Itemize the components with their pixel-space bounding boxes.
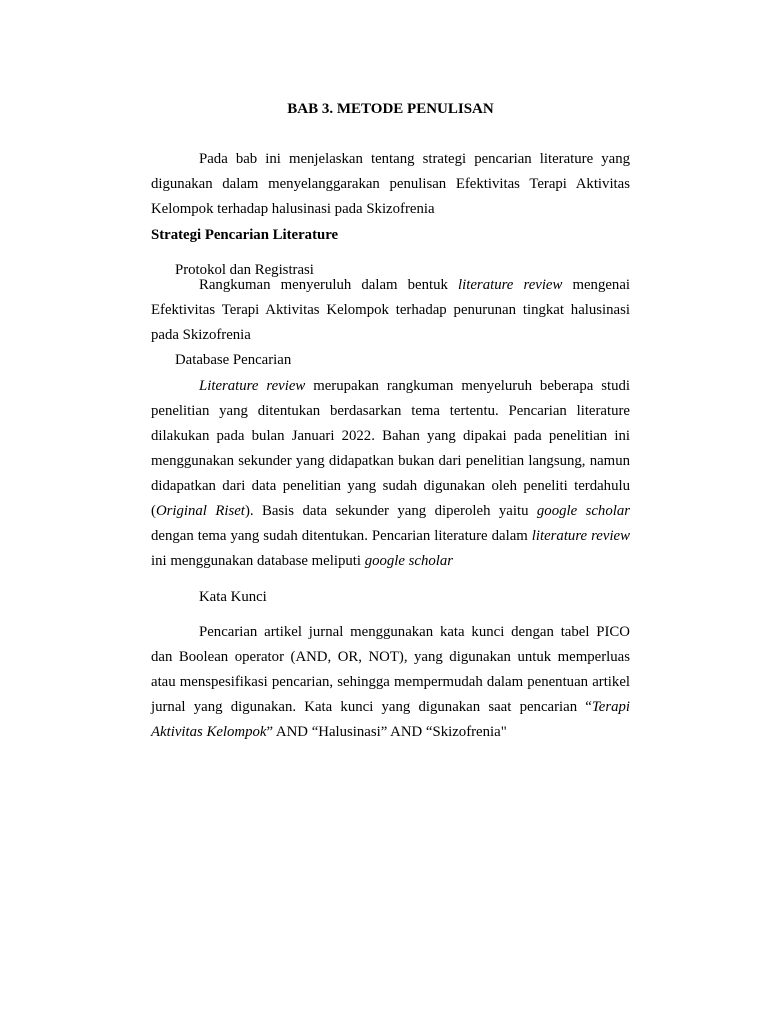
- intro-block: [151, 147, 630, 222]
- database-heading: Database Pencarian: [175, 352, 292, 368]
- chapter-title: BAB 3. METODE PENULISAN: [287, 101, 494, 117]
- database-em-literature-review-2: literature review: [531, 528, 630, 544]
- kata-kunci-heading: Kata Kunci: [199, 589, 267, 605]
- protokol-text-1: Rangkuman menyeruluh dalam bentuk: [199, 277, 459, 293]
- protokol-heading: Protokol dan Registrasi: [175, 262, 314, 278]
- kata-kunci-paragraph: [151, 620, 630, 745]
- protokol-paragraph: [151, 273, 630, 348]
- database-paragraph: [151, 374, 630, 574]
- intro-paragraph: Pada bab ini menjelaskan tentang strategi pencarian literature yang digunakan dalam menyelanggarakan penulisan Efektivitas Terapi Aktivitas Kelompok terhadap halusinasi pada Skizofrenia: [151, 151, 630, 217]
- protokol-block: [151, 273, 630, 348]
- section-heading: Strategi Pencarian Literature: [151, 227, 339, 243]
- database-block: [151, 374, 630, 574]
- database-em-original-riset: Original Riset: [155, 503, 245, 519]
- kata-kunci-block: [151, 620, 630, 745]
- database-text-2: ). Basis data sekunder yang diperoleh yaitu: [244, 503, 537, 519]
- kata-kunci-text-2: ” AND “Halusinasi” AND “Skizofrenia": [266, 724, 507, 740]
- database-text-4: ini menggunakan database meliputi: [151, 553, 365, 569]
- kata-kunci-text-1: Pencarian artikel jurnal menggunakan kata kunci dengan tabel PICO dan Boolean operator (AND, OR, NOT), yang digunakan untuk memperluas atau menspesifikasi pencarian, sehingga mempermudah dalam penentuan artikel jurnal yang digunakan. Kata kunci yang digunakan saat pencarian “: [151, 624, 630, 715]
- database-text-3: dengan tema yang sudah ditentukan. Pencarian literature dalam: [151, 528, 532, 544]
- kata-kunci-em-terapi: Terapi Aktivitas Kelompok: [151, 699, 630, 740]
- protokol-text-2: mengenai Efektivitas Terapi Aktivitas Kelompok terhadap penurunan tingkat halusinasi pada Skizofrenia: [151, 277, 630, 343]
- database-text-1: merupakan rangkuman menyeluruh beberapa studi penelitian yang ditentukan berdasarkan tema tertentu. Pencarian literature dilakukan pada bulan Januari 2022. Bahan yang dipakai pada penelitian ini menggunakan sekunder yang didapatkan bukan dari penelitian langsung, namun didapatkan dari data penelitian yang sudah digunakan oleh peneliti terdahulu (: [151, 378, 631, 519]
- database-em-literature-review: Literature review: [199, 378, 306, 394]
- database-em-google-scholar-1: google scholar: [536, 503, 630, 519]
- database-em-google-scholar-2: google scholar: [364, 553, 454, 569]
- protokol-em-literature-review: literature review: [458, 277, 563, 293]
